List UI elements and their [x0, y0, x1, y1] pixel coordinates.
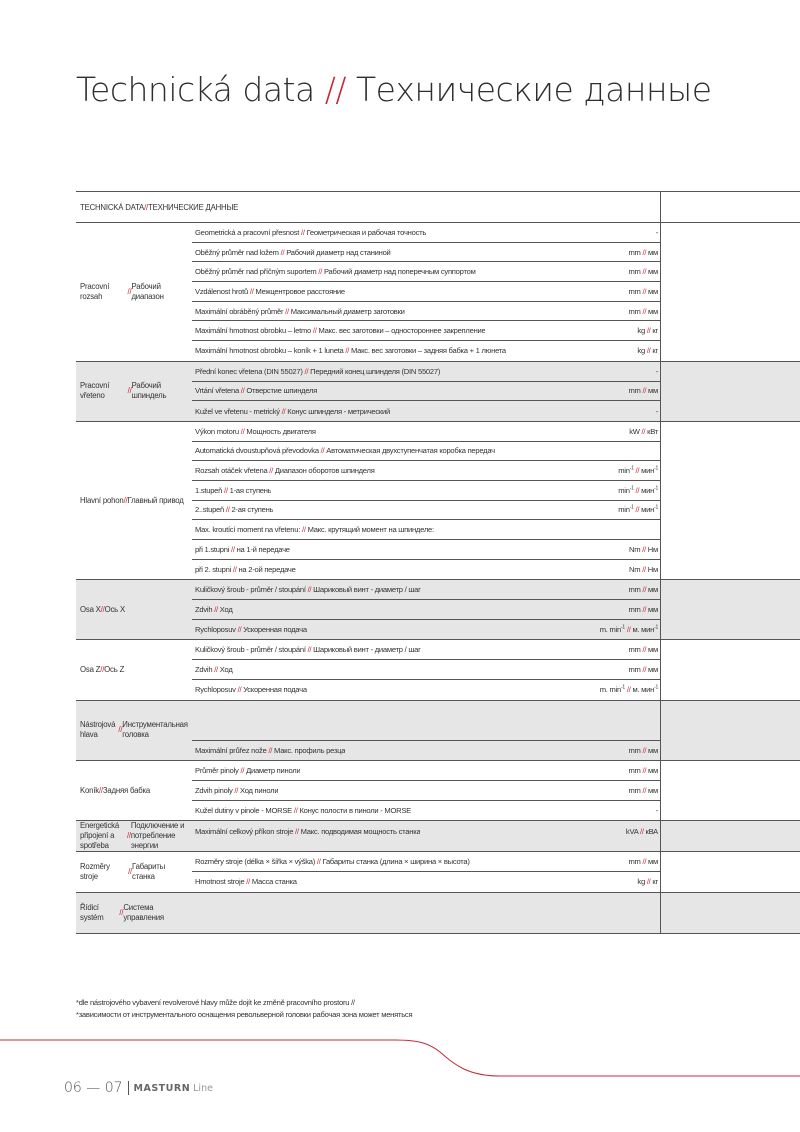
separator: // [240, 426, 245, 436]
parameter-name: Rozsah otáček vřetena // Диапазон оборотов шпинделя [195, 466, 375, 476]
parameter-unit: - [655, 366, 658, 376]
separator: // [626, 625, 631, 635]
value-column [660, 893, 800, 933]
separator: // [639, 826, 644, 836]
parameter-unit: mm // мм [628, 785, 658, 795]
footnote [76, 997, 412, 1021]
separator: // [240, 386, 245, 396]
separator: // [100, 604, 105, 614]
parameter-name: Automatická dvoustupňová převodovka // Автоматическая двухступенчатая коробка передач [195, 446, 495, 456]
parameter-name: Maximální hmotnost obrobku – letmo // Макс. вес заготовки – одностороннее закрепление [195, 326, 486, 336]
separator: // [642, 306, 647, 316]
table-header-row [76, 192, 800, 223]
separator: // [642, 664, 647, 674]
separator: // [324, 70, 346, 109]
separator: // [646, 877, 651, 887]
footnote-line-1: *dle nástrojového vybavení revolverové hlavy může dojít ke změně pracovního prostoru // [76, 998, 355, 1007]
group-label: Osa Z // Ось Z [80, 664, 125, 674]
parameter-name: Přední konec vřetena (DIN 55027) // Передний конец шпинделя (DIN 55027) [195, 366, 441, 376]
parameter-name: 2..stupeň // 2-ая ступень [195, 505, 274, 515]
parameter-unit: $\min^{-1} // мин^{-1}$ [618, 485, 658, 495]
group-rows [192, 422, 660, 580]
separator: // [642, 286, 647, 296]
table-row [192, 282, 660, 302]
table-row [192, 852, 660, 872]
brand-suffix: Line [193, 1082, 213, 1094]
parameter-name: při 1.stupni // на 1-й передаче [195, 544, 290, 554]
separator: // [237, 625, 242, 635]
parameter-unit: mm // мм [628, 857, 658, 867]
table-row [192, 821, 660, 841]
parameter-unit: - [655, 406, 658, 416]
separator: // [642, 386, 647, 396]
separator: // [285, 306, 289, 316]
parameter-unit: mm // мм [628, 745, 658, 755]
group-rows [192, 852, 660, 891]
parameter-unit: $\min^{-1} // мин^{-1}$ [618, 465, 658, 476]
parameter-unit: $\min^{-1} // мин^{-1}$ [618, 504, 658, 515]
table-row [192, 321, 660, 341]
table-row [192, 560, 660, 580]
spec-group [76, 640, 800, 700]
table-row [192, 781, 660, 801]
separator: // [231, 544, 235, 554]
table-row [192, 620, 660, 640]
spec-group [76, 223, 800, 362]
separator: // [642, 745, 647, 755]
separator: // [225, 505, 230, 515]
spec-group [76, 422, 800, 581]
group-rows [192, 640, 660, 699]
table-row [192, 362, 660, 382]
table-row [192, 302, 660, 322]
group-rows [192, 893, 660, 933]
separator: // [214, 604, 218, 614]
table-row [192, 600, 660, 620]
parameter-name: Oběžný průměr nad ložem // Рабочий диаметр над станиной [195, 247, 391, 257]
parameter-unit: m. $\min^{-1}$ // м. мин$^{-1}$ [599, 624, 658, 635]
value-column [660, 701, 800, 761]
separator: // [316, 857, 321, 867]
separator: // [646, 346, 651, 356]
table-row [192, 442, 660, 462]
separator: // [307, 585, 312, 595]
spec-group [76, 761, 800, 821]
separator: // [642, 857, 647, 867]
separator: // [301, 525, 306, 535]
spec-table [76, 191, 800, 934]
separator: // [249, 286, 254, 296]
table-row [192, 801, 660, 821]
separator: // [123, 495, 128, 505]
separator: // [318, 267, 323, 277]
table-row [192, 580, 660, 600]
parameter-unit: kg // кг [637, 877, 658, 887]
table-row [192, 761, 660, 781]
separator: // [127, 386, 132, 396]
separator: // [100, 664, 105, 674]
separator: // [641, 426, 646, 436]
group-label: Hlavní pohon // Главный привод [80, 495, 184, 505]
parameter-name: Kuličkový šroub - průměr / stoupání // Шариковый винт - диаметр / шаг [195, 585, 421, 595]
parameter-unit: kW // кВт [629, 426, 658, 436]
separator: // [312, 326, 317, 336]
parameter-name: Výkon motoru // Мощность двигателя [195, 426, 316, 436]
separator: // [240, 766, 245, 776]
separator: // [642, 785, 647, 795]
parameter-unit: Nm // Нм [629, 565, 658, 575]
parameter-unit: m. $\min^{-1}$ // м. мин$^{-1}$ [599, 684, 658, 695]
parameter-name: Geometrická a pracovní přesnost // Геометрическая и рабочая точность [195, 227, 427, 237]
separator: // [642, 267, 647, 277]
parameter-name: Kužel dutiny v pinole - MORSE // Конус полости в пиноли - MORSE [195, 805, 411, 815]
separator: // [281, 406, 286, 416]
separator: // [300, 227, 305, 237]
parameter-unit: mm // мм [628, 664, 658, 674]
parameter-name: Oběžný průměr nad příčným suportem // Рабочий диаметр над поперечным суппортом [195, 267, 476, 277]
separator: // [635, 466, 640, 476]
table-row [192, 382, 660, 402]
separator: // [642, 766, 647, 776]
separator: // [224, 485, 228, 495]
parameter-name: Hmotnost stroje // Масса станка [195, 877, 297, 887]
separator: // [626, 685, 631, 695]
table-row [192, 341, 660, 361]
table-row [192, 501, 660, 521]
value-column [660, 580, 800, 639]
table-row [192, 872, 660, 892]
parameter-name: Kužel ve vřetenu - metrický // Конус шпинделя - метрический [195, 406, 390, 416]
table-row [192, 243, 660, 263]
group-label: Rozměry stroje // Габариты станка [80, 861, 166, 881]
table-row [192, 481, 660, 501]
parameter-name: Maximální hmotnost obrobku – koník + 1 luneta // Макс. вес заготовки – задняя бабка + 1 люнета [195, 346, 506, 356]
parameter-name: Max. kroutící moment na vřetenu: // Макс. крутящий момент на шпинделе: [195, 525, 434, 535]
group-rows [192, 821, 660, 851]
parameter-name: Rychloposuv // Ускоренная подача [195, 625, 307, 635]
group-rows [192, 580, 660, 639]
value-column [660, 852, 800, 891]
footer-divider [128, 1081, 129, 1095]
table-row [192, 223, 660, 243]
separator: // [304, 366, 309, 376]
value-column-header [660, 192, 800, 222]
group-label: Osa X // Ось X [80, 604, 126, 614]
parameter-name: Zdvih pinoly // Ход пиноли [195, 785, 279, 795]
separator: // [128, 866, 133, 876]
spec-group [76, 852, 800, 892]
parameter-unit: mm // мм [628, 386, 658, 396]
separator: // [118, 725, 123, 735]
value-column [660, 223, 800, 361]
table-row [192, 741, 660, 761]
parameter-name: Vrtání vřetena // Отверстие шпинделя [195, 386, 318, 396]
spec-group [76, 362, 800, 422]
parameter-unit: mm // мм [628, 286, 658, 296]
value-column [660, 761, 800, 820]
parameter-name: Průměr pinoly // Диаметр пиноли [195, 766, 301, 776]
table-row [192, 401, 660, 421]
parameter-unit: kVA // кВА [625, 826, 658, 836]
parameter-unit: mm // мм [628, 604, 658, 614]
table-row [192, 660, 660, 680]
parameter-name: Zdvih // Ход [195, 604, 233, 614]
table-row [192, 680, 660, 700]
spec-group [76, 821, 800, 852]
value-column [660, 362, 800, 421]
spec-group [76, 701, 800, 762]
parameter-name: Zdvih // Ход [195, 664, 233, 674]
footnote-line-2: *зависимости от инструментального оснащения револьверной головки рабочая зона может меняться [76, 1010, 413, 1019]
parameter-unit: - [655, 805, 658, 815]
separator: // [126, 831, 131, 841]
separator: // [295, 826, 299, 836]
separator: // [268, 745, 273, 755]
table-row [192, 461, 660, 481]
parameter-unit: mm // мм [628, 267, 658, 277]
separator: // [232, 565, 237, 575]
parameter-unit: mm // мм [628, 247, 658, 257]
separator: // [642, 247, 647, 257]
separator: // [642, 544, 646, 554]
table-row [192, 262, 660, 282]
group-label: Koník // Задняя бабка [80, 785, 151, 795]
group-label: Pracovní rozsah // Рабочий диапазон [80, 281, 164, 301]
parameter-name: Kuličkový šroub - průměr / stoupání // Шариковый винт - диаметр / шаг [195, 645, 421, 655]
table-row [192, 540, 660, 560]
parameter-unit: mm // мм [628, 766, 658, 776]
separator: // [646, 326, 651, 336]
group-rows [192, 362, 660, 421]
separator: // [293, 805, 298, 815]
group-label: Řídicí systém // Система управления [80, 902, 164, 922]
parameter-unit: mm // мм [628, 645, 658, 655]
table-row [192, 520, 660, 540]
table-header-label: TECHNICKÁ DATA // ТЕХНИЧЕСКИЕ ДАННЫЕ [80, 202, 239, 212]
separator: // [642, 604, 647, 614]
parameter-name: při 2. stupni // на 2-ой передаче [195, 565, 296, 575]
parameter-name: Maximální obráběný průměr // Максимальный диаметр заготовки [195, 306, 405, 316]
spec-group [76, 580, 800, 640]
separator: // [635, 485, 640, 495]
separator: // [642, 585, 647, 595]
parameter-unit: Nm // Нм [629, 544, 658, 554]
group-rows [192, 223, 660, 361]
parameter-name: Vzdálenost hrotů // Межцентровое расстояние [195, 286, 345, 296]
parameter-unit: mm // мм [628, 585, 658, 595]
page-footer [64, 1080, 213, 1096]
separator: // [280, 247, 285, 257]
group-rows [192, 701, 660, 761]
separator: // [307, 645, 312, 655]
parameter-name: 1.stupeň // 1-ая ступень [195, 485, 272, 495]
separator: // [127, 286, 132, 296]
separator: // [642, 645, 647, 655]
brand-name: MASTURN [133, 1082, 191, 1094]
table-row [192, 893, 660, 933]
separator: // [635, 505, 640, 515]
parameter-name: Maximální celkový příkon stroje // Макс. подводимая мощность станка [195, 826, 421, 836]
parameter-name: Rozměry stroje (délka × šířka × výška) // Габариты станка (длина × ширина × высота) [195, 857, 470, 867]
parameter-name: Maximální průřez nože // Макс. профиль резца [195, 745, 346, 755]
separator: // [144, 202, 148, 212]
parameter-unit: kg // кг [637, 326, 658, 336]
parameter-unit: - [655, 227, 658, 237]
table-row [192, 640, 660, 660]
table-row [192, 422, 660, 442]
spec-group [76, 893, 800, 934]
group-rows [192, 761, 660, 820]
separator: // [214, 664, 218, 674]
separator: // [345, 346, 350, 356]
separator: // [237, 685, 242, 695]
group-label: Energetická připojení a spotřeba // Подключение и потребление энергии [80, 821, 185, 851]
page-title: Technická data // Технические данные [76, 70, 712, 109]
separator: // [269, 466, 274, 476]
value-column [660, 422, 800, 580]
separator: // [246, 877, 251, 887]
parameter-unit: kg // кг [637, 346, 658, 356]
separator: // [119, 907, 124, 917]
group-label: Pracovní vřeteno // Рабочий шпиндель [80, 381, 167, 401]
parameter-unit: mm // мм [628, 306, 658, 316]
value-column [660, 640, 800, 699]
separator: // [642, 565, 646, 575]
group-label: Nástrojová hlava // Инструментальная головка [80, 720, 188, 740]
page-numbers: 06 — 07 [64, 1080, 123, 1096]
separator: // [320, 446, 325, 456]
value-column [660, 821, 800, 851]
parameter-name: Rychloposuv // Ускоренная подача [195, 685, 307, 695]
separator: // [98, 785, 103, 795]
separator: // [234, 785, 239, 795]
table-row [192, 701, 660, 741]
